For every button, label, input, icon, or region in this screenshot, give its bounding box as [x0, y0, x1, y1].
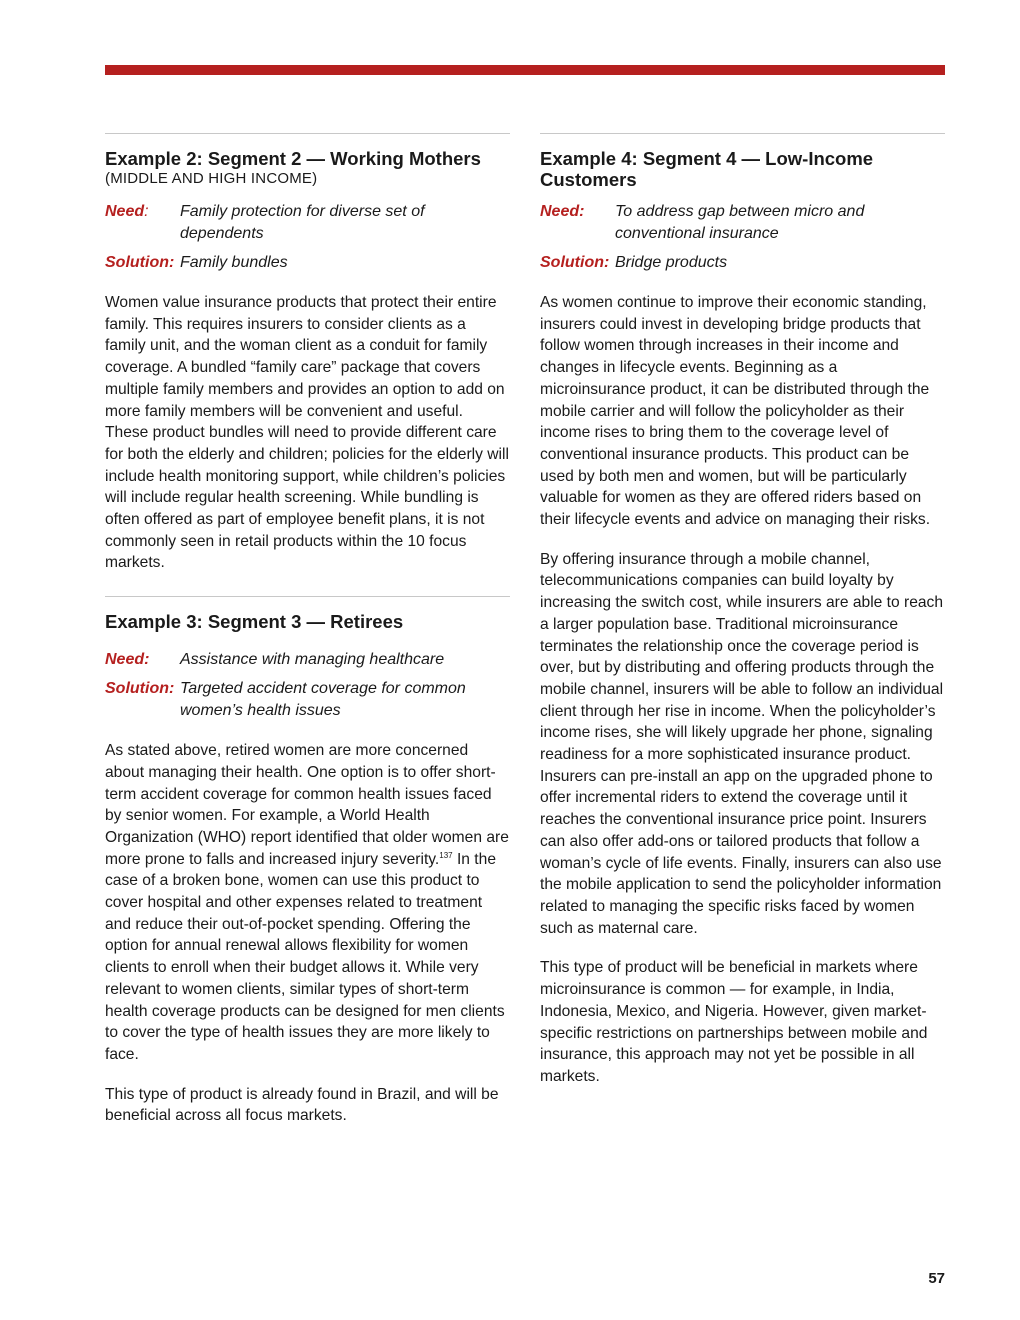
example-3-solution-row — [105, 678, 510, 722]
solution-label: Solution: — [105, 680, 175, 698]
section-divider — [105, 596, 510, 597]
need-label: Need: — [105, 651, 150, 669]
example-2-solution-row — [105, 252, 510, 274]
need-label: Need: — [540, 203, 585, 220]
example-3-body-2: This type of product is already found in Brazil, and will be beneficial across all focus markets. — [105, 1085, 499, 1125]
section-divider — [105, 133, 510, 134]
solution-text: Family bundles — [180, 254, 288, 271]
footnote-ref: 137 — [439, 850, 453, 860]
example-2-need-row — [105, 201, 510, 245]
header-accent-bar — [105, 65, 945, 75]
example-2-subtitle: (MIDDLE AND HIGH INCOME) — [105, 170, 318, 187]
example-3-body-1: As stated above, retired women are more concerned about managing their health. One option is to offer short-term accident coverage for common health issues faced by senior women. For example, a World Health Organization (WHO) report identified that older women are more prone to falls and increased injury severity.$^{137}$ In the case of a broken bone, women can use this product to cover hospital and other expenses related to treatment and reduce their out-of-pocket spending. Offering the option for annual renewal allows flexibility for women clients to enroll when their budget allows it. While very relevant to women clients, similar types of short-term health coverage products can be designed for men clients to cover the type of health issues they are more likely to face. — [105, 742, 509, 1063]
solution-text: Targeted accident coverage for common women’s health issues — [180, 680, 466, 720]
example-3-title: Example 3: Segment 3 — Retirees — [105, 611, 404, 633]
need-text: Assistance with managing healthcare — [180, 651, 445, 669]
example-2-title: Example 2: Segment 2 — Working Mothers — [105, 148, 481, 169]
right-column — [540, 133, 945, 1088]
example-2-body: Women value insurance products that protect their entire family. This requires insurers to consider clients as a family unit, and the woman client as a conduit for family coverage. A bundled “family care” package that covers multiple family members and provides an option to add on more family members will be convenient and useful. These product bundles will need to provide different care for both the elderly and children; policies for the elderly will include health monitoring support, while children’s policies will include regular health screening. While bundling is often offered as part of employee benefit plans, it is not commonly seen in retail products within the 10 focus markets. — [105, 294, 509, 572]
example-4-title: Example 4: Segment 4 — Low-Income Customers — [540, 148, 874, 190]
example-4-body-1: As women continue to improve their economic standing, insurers could invest in developing bridge products that follow women through increases in their income and changes in lifecycle events. Beginning as a microinsurance product, it can be distributed through the mobile carrier and will follow the policyholder as their income rises to bring them to the coverage level of conventional insurance products. This product can be used by both men and women, but will be particularly valuable for women as they are offered riders based on their lifecycle events and advice on managing their risks. — [540, 294, 931, 529]
need-text: To address gap between micro and conventional insurance — [615, 203, 865, 242]
section-divider — [540, 133, 945, 134]
solution-label: Solution: — [105, 254, 175, 271]
page-number: 57 — [928, 1270, 945, 1287]
example-4-solution-row — [540, 252, 945, 274]
example-4-body-3: This type of product will be beneficial in markets where microinsurance is common — for example, in India, Indonesia, Mexico, and Nigeria. However, given market-specific restrictions on partnerships between mobile and insurance, this approach may not yet be possible in all markets. — [540, 959, 928, 1085]
solution-text: Bridge products — [615, 254, 728, 271]
solution-label: Solution: — [540, 254, 610, 271]
need-label: Need: — [105, 203, 149, 220]
example-3-need-row — [105, 649, 510, 671]
left-column — [105, 133, 510, 1127]
need-text: Family protection for diverse set of dependents — [180, 203, 425, 242]
example-4-body-2: By offering insurance through a mobile channel, telecommunications companies can build loyalty by increasing the switch cost, while insurers are able to reach a larger population base. Traditional microinsurance terminates the relationship once the coverage period is over, but by distributing and offering products through the mobile channel, insurers will be able to follow an individual client through her rise in income. When the policyholder’s income rises, she will likely upgrade her phone, signaling readiness for a more sophisticated insurance product. Insurers can pre-install an app on the upgraded phone to offer incremental riders to extend the coverage until it reaches the conventional insurance price point. Insurers can also offer add-ons or tailored products that follow a woman’s cycle of life events. Finally, insurers can also use the mobile application to send the policyholder information related to managing the specific risks faced by women such as maternal care. — [540, 550, 944, 937]
example-4-need-row — [540, 201, 945, 245]
